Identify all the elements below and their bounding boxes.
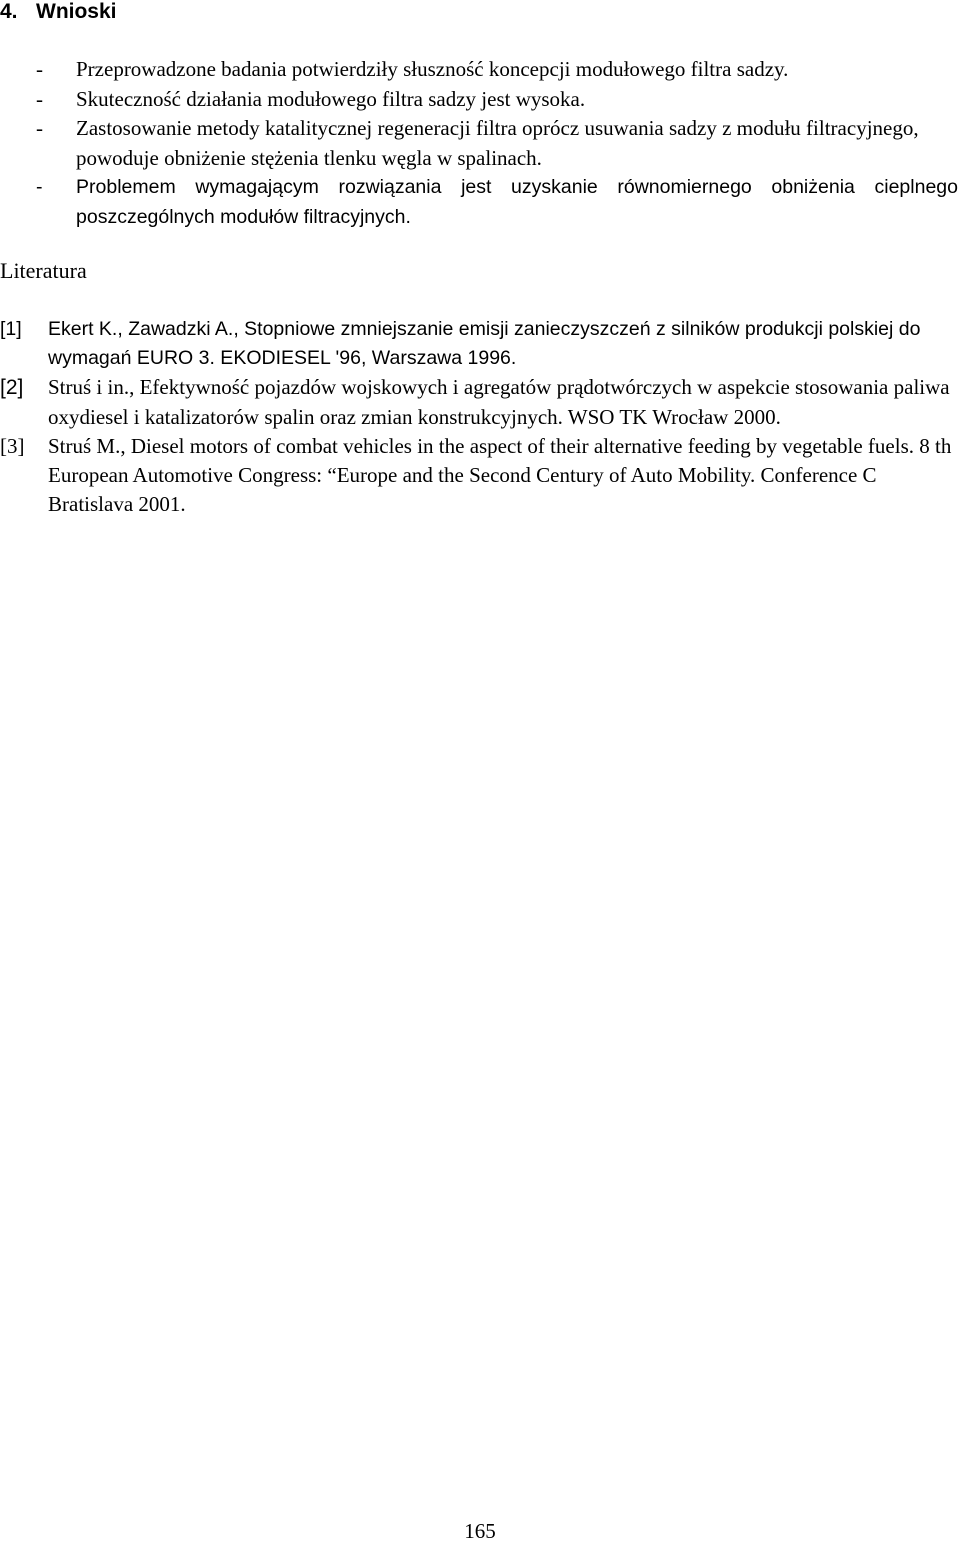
reference-authors: Struś i in.: [48, 375, 130, 400]
conclusion-text: Problemem wymagającym rozwiązania jest uzyskanie równomiernego obniżenia cieplnego poszczególnych modułów filtracyjnych.: [76, 176, 958, 228]
conclusion-item: [36, 85, 958, 115]
reference-authors: Ekert K., Zawadzki A.: [48, 318, 234, 340]
conclusions-list: [36, 55, 958, 233]
section-number: 4.: [0, 0, 18, 23]
section-title: Wnioski: [36, 0, 117, 23]
reference-text: , Stopniowe zmniejszanie emisji zanieczyszczeń z silników produkcji polskiej do wymagań EURO 3. EKODIESEL '96, Warszawa 1996.: [48, 318, 921, 370]
conclusion-text: Skuteczność działania modułowego filtra sadzy jest wysoka.: [76, 86, 586, 111]
page-number: 165: [464, 1519, 496, 1543]
conclusion-item: [36, 55, 958, 85]
conclusion-text: Przeprowadzone badania potwierdziły słuszność koncepcji modułowego filtra sadzy.: [76, 57, 789, 81]
reference-number: [3]: [0, 433, 25, 458]
conclusion-item: [36, 114, 958, 173]
reference-item: [0, 373, 958, 431]
bullet-dash: -: [36, 86, 43, 111]
references-list: [0, 315, 958, 519]
conclusion-text: Zastosowanie metody katalitycznej regeneracji filtra oprócz usuwania sadzy z modułu filtracyjnego, powoduje obniżenie stężenia tlenku węgla w spalinach.: [76, 116, 919, 170]
bullet-dash: -: [36, 176, 43, 199]
reference-text: , Diesel motors of combat vehicles in the aspect of their alternative feeding by vegetable fuels. 8 th European Automotive Congress: “Europe and the Second Century of Auto Mobility. Conference C Bratislava 2001.: [48, 433, 952, 517]
reference-authors: Struś M.: [48, 433, 121, 458]
section-heading: [0, 0, 117, 27]
conclusion-item: [36, 173, 958, 232]
reference-number: [1]: [0, 318, 22, 340]
reference-text: , Efektywność pojazdów wojskowych i agregatów prądotwórczych w aspekcie stosowania paliwa oxydiesel i katalizatorów spalin oraz zmian konstrukcyjnych. WSO TK Wrocław 2000.: [48, 375, 950, 429]
reference-item: [0, 432, 958, 520]
literature-heading: Literatura: [0, 258, 87, 283]
reference-number: [2]: [0, 376, 24, 400]
bullet-dash: -: [36, 57, 43, 81]
bullet-dash: -: [36, 116, 43, 141]
reference-item: [0, 315, 958, 373]
